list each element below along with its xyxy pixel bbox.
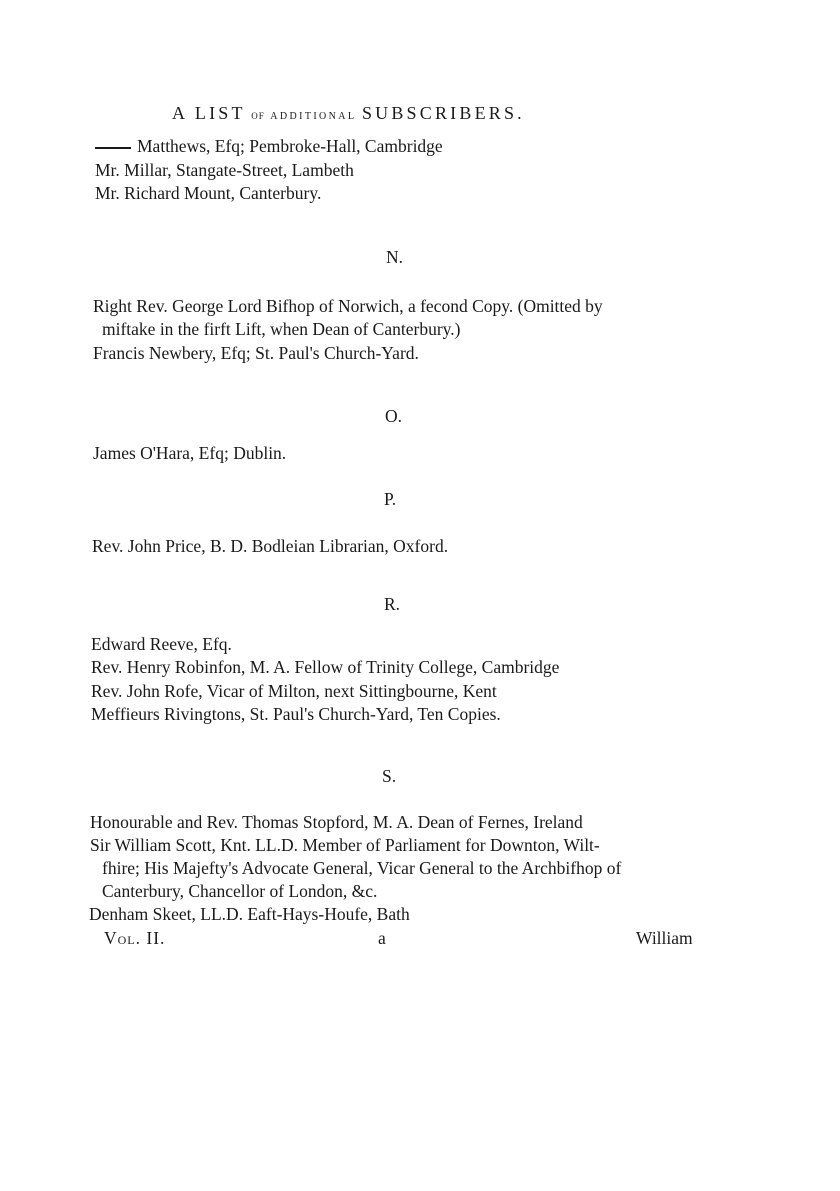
subscriber-entry	[93, 295, 699, 317]
page-title	[172, 103, 525, 124]
entry-text: Right Rev. George Lord Bifhop of Norwich, a fecond Copy. (Omitted by	[93, 296, 603, 316]
subscriber-entry	[95, 135, 443, 157]
subscriber-entry: Rev. John Price, B. D. Bodleian Librarian, Oxford.	[92, 536, 449, 556]
title-part-list: A LIST	[172, 103, 246, 123]
subscriber-entry-continuation: fhire; His Majefty's Advocate General, Vicar General to the Archbifhop of	[102, 858, 622, 878]
subscriber-entry: Francis Newbery, Efq; St. Paul's Church-Yard.	[93, 343, 419, 363]
catchword: William	[636, 928, 693, 948]
subscriber-entry: Honourable and Rev. Thomas Stopford, M. A. Dean of Fernes, Ireland	[90, 812, 583, 832]
subscriber-entry-continuation: Canterbury, Chancellor of London, &c.	[102, 881, 378, 901]
subscriber-entry: Rev. John Rofe, Vicar of Milton, next Sittingbourne, Kent	[91, 681, 497, 701]
subscriber-entry: Meffieurs Rivingtons, St. Paul's Church-Yard, Ten Copies.	[91, 704, 501, 724]
subscriber-entry: Edward Reeve, Efq.	[91, 634, 232, 654]
signature-mark: a	[378, 928, 386, 948]
subscriber-entry: James O'Hara, Efq; Dublin.	[93, 443, 287, 463]
subscriber-entry: Sir William Scott, Knt. LL.D. Member of Parliament for Downton, Wilt-	[90, 835, 600, 855]
subscriber-entry: Mr. Richard Mount, Canterbury.	[95, 183, 322, 203]
subscriber-entry-continuation: miftake in the firft Lift, when Dean of Canterbury.)	[102, 319, 461, 339]
volume-label: Vol. II.	[104, 928, 166, 948]
subscriber-entry: Mr. Millar, Stangate-Street, Lambeth	[95, 160, 354, 180]
section-letter-o: O.	[385, 406, 403, 426]
subscriber-entry: Rev. Henry Robinfon, M. A. Fellow of Trinity College, Cambridge	[91, 657, 560, 677]
section-letter-p: P.	[384, 489, 397, 509]
dash-mark	[95, 147, 131, 149]
title-part-subscribers: SUBSCRIBERS.	[361, 103, 525, 123]
section-letter-n: N.	[386, 247, 404, 267]
title-part-of: OF	[251, 111, 265, 121]
section-letter-r: R.	[384, 594, 401, 614]
entry-text: Matthews, Efq; Pembroke-Hall, Cambridge	[137, 136, 443, 156]
title-part-additional: ADDITIONAL	[270, 111, 357, 122]
subscriber-entry: Denham Skeet, LL.D. Eaft-Hays-Houfe, Bath	[89, 904, 410, 924]
section-letter-s: S.	[382, 766, 397, 786]
